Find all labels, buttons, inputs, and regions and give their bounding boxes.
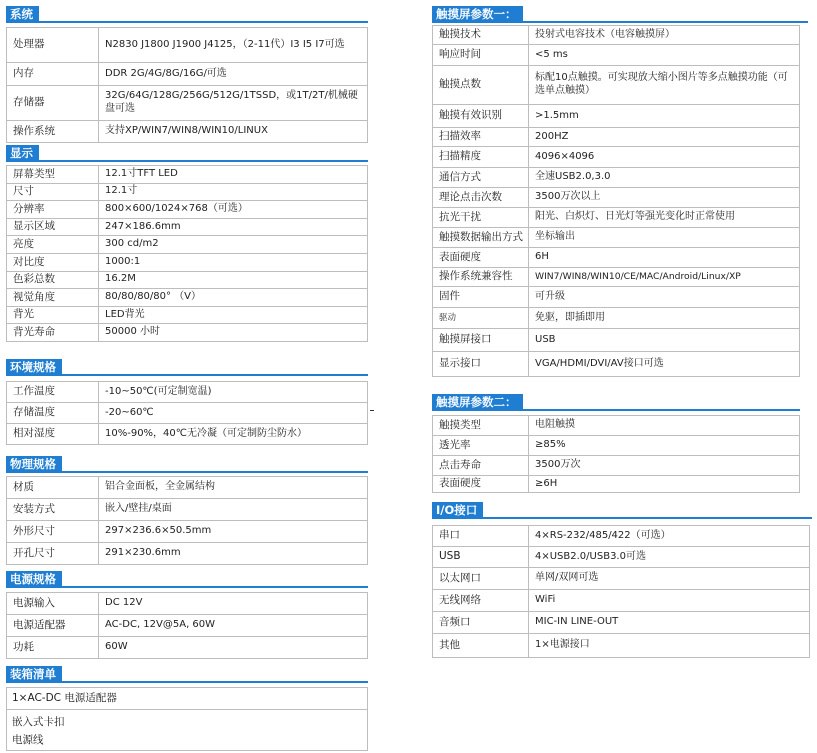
- packing-list: [6, 687, 368, 751]
- row-label: 色彩总数: [7, 271, 99, 289]
- section-header: [6, 666, 368, 683]
- list-item: 嵌入式卡扣: [12, 716, 65, 728]
- row-value: 12.1寸: [99, 183, 368, 201]
- table-row: [7, 403, 368, 424]
- row-label: 通信方式: [433, 168, 529, 188]
- row-label: 背光寿命: [7, 324, 99, 342]
- row-value: 6H: [529, 248, 800, 268]
- row-label: 功耗: [7, 637, 99, 659]
- row-value: 3500万次以上: [529, 188, 800, 208]
- section-title: 物理规格: [6, 456, 62, 473]
- row-label: 其他: [433, 634, 529, 658]
- table-row: [433, 352, 800, 377]
- table-row: [7, 289, 368, 307]
- table-row: [433, 476, 800, 493]
- section-title: 系统: [6, 6, 39, 23]
- section-io: [432, 502, 812, 658]
- row-label: 透光率: [433, 436, 529, 456]
- row-value: 297×236.6×50.5mm: [99, 521, 368, 543]
- table-row: [433, 526, 810, 547]
- row-value: 全速USB2.0,3.0: [529, 168, 800, 188]
- row-label: 开孔尺寸: [7, 543, 99, 565]
- row-label: 亮度: [7, 236, 99, 254]
- row-label: 触摸有效识别: [433, 105, 529, 128]
- table-row: [7, 543, 368, 565]
- section-header: [6, 6, 368, 23]
- touch-1-table: [432, 25, 800, 377]
- table-row: [7, 521, 368, 543]
- section-title: I/O接口: [432, 502, 483, 519]
- row-label: 触摸屏接口: [433, 329, 529, 352]
- section-packing: [6, 666, 368, 751]
- row-label: 串口: [433, 526, 529, 547]
- row-label: 电源适配器: [7, 615, 99, 637]
- row-label: 以太网口: [433, 568, 529, 590]
- header-rule: [6, 374, 368, 376]
- row-label: 操作系统: [7, 121, 99, 143]
- row-value: 电阻触摸: [529, 416, 800, 436]
- row-label: 处理器: [7, 28, 99, 63]
- row-value: 4×USB2.0/USB3.0可选: [529, 547, 810, 568]
- table-row: [7, 183, 368, 201]
- row-label: 显示区域: [7, 218, 99, 236]
- row-value: ≥6H: [529, 476, 800, 493]
- section-title: 环境规格: [6, 359, 62, 376]
- row-value: 16.2M: [99, 271, 368, 289]
- section-header: [432, 6, 800, 23]
- table-row: [433, 188, 800, 208]
- section-header: [432, 394, 800, 411]
- section-environment: [6, 359, 368, 445]
- row-value: 阳光、白炽灯、日光灯等强光变化时正常使用: [529, 208, 800, 228]
- header-rule: [6, 160, 368, 162]
- table-row: [7, 166, 368, 184]
- row-label: 材质: [7, 477, 99, 499]
- row-label: 触摸数据输出方式: [433, 228, 529, 248]
- section-display: [6, 145, 368, 342]
- section-touch-2: [432, 394, 800, 493]
- section-header: [432, 502, 812, 519]
- table-row: [433, 147, 800, 168]
- table-row: [7, 306, 368, 324]
- row-value: 免驱，即插即用: [529, 308, 800, 329]
- row-value: 标配10点触摸。可实现放大缩小图片等多点触摸功能（可选单点触摸）: [529, 66, 800, 105]
- row-label: 触摸类型: [433, 416, 529, 436]
- row-value: 铝合金面板，全金属结构: [99, 477, 368, 499]
- row-value: 291×230.6mm: [99, 543, 368, 565]
- row-value: 50000 小时: [99, 324, 368, 342]
- row-value: 投射式电容技术（电容触摸屏）: [529, 26, 800, 45]
- row-label: 点击寿命: [433, 456, 529, 476]
- touch-2-table: [432, 415, 800, 493]
- section-power: [6, 571, 368, 659]
- row-label: 触摸点数: [433, 66, 529, 105]
- header-rule: [6, 681, 368, 683]
- table-row: [7, 201, 368, 219]
- section-title: 装箱清单: [6, 666, 62, 683]
- row-value: WIN7/WIN8/WIN10/CE/MAC/Android/Linux/XP: [529, 268, 800, 287]
- table-row: [433, 105, 800, 128]
- physical-table: [6, 476, 368, 565]
- row-value: -20~60℃: [99, 403, 368, 424]
- row-label: 固件: [433, 287, 529, 308]
- row-label: 抗光干扰: [433, 208, 529, 228]
- row-value: N2830 J1800 J1900 J4125，（2-11代）I3 I5 I7可选: [99, 28, 368, 63]
- table-row: [433, 547, 810, 568]
- row-label: 操作系统兼容性: [433, 268, 529, 287]
- row-value: 1×电源接口: [529, 634, 810, 658]
- table-row: [7, 477, 368, 499]
- table-row: [7, 271, 368, 289]
- table-row: [433, 287, 800, 308]
- table-row: [7, 637, 368, 659]
- header-rule: [6, 471, 368, 473]
- row-value: 嵌入/壁挂/桌面: [99, 499, 368, 521]
- row-label: 背光: [7, 306, 99, 324]
- stray-dash: [370, 410, 374, 411]
- table-row: [7, 253, 368, 271]
- header-rule: [6, 21, 368, 23]
- io-table: [432, 525, 810, 658]
- table-row: [433, 590, 810, 612]
- table-row: [433, 66, 800, 105]
- section-title: 触摸屏参数二：: [432, 394, 523, 411]
- table-row: [433, 456, 800, 476]
- row-label: 内存: [7, 63, 99, 86]
- row-value: VGA/HDMI/DVI/AV接口可选: [529, 352, 800, 377]
- section-title: 触摸屏参数一：: [432, 6, 523, 23]
- system-table: [6, 27, 368, 143]
- row-value: 4096×4096: [529, 147, 800, 168]
- row-value: 3500万次: [529, 456, 800, 476]
- table-row: [433, 208, 800, 228]
- table-row: [7, 86, 368, 121]
- row-value: 32G/64G/128G/256G/512G/1TSSD，或1T/2T/机械硬盘可选: [99, 86, 368, 121]
- row-value: 200HZ: [529, 128, 800, 147]
- row-value: 10%-90%，40℃无冷凝（可定制防尘防水）: [99, 424, 368, 445]
- row-value: 80/80/80/80° （V）: [99, 289, 368, 307]
- section-title: 显示: [6, 145, 39, 162]
- table-row: [7, 382, 368, 403]
- header-rule: [432, 21, 808, 23]
- table-row: [7, 121, 368, 143]
- row-value: 1000:1: [99, 253, 368, 271]
- environment-table: [6, 381, 368, 445]
- row-label: 触摸技术: [433, 26, 529, 45]
- section-physical: [6, 456, 368, 565]
- row-label: 存储温度: [7, 403, 99, 424]
- section-system: [6, 6, 368, 143]
- row-value: 300 cd/m2: [99, 236, 368, 254]
- table-row: [433, 612, 810, 634]
- header-rule: [432, 409, 800, 411]
- row-value: ≥85%: [529, 436, 800, 456]
- table-row: [7, 218, 368, 236]
- row-label: 表面硬度: [433, 248, 529, 268]
- row-label: 扫描精度: [433, 147, 529, 168]
- table-row: [7, 63, 368, 86]
- table-row: [7, 324, 368, 342]
- table-row: [433, 268, 800, 287]
- row-value: AC-DC, 12V@5A, 60W: [99, 615, 368, 637]
- row-label: 尺寸: [7, 183, 99, 201]
- row-value: -10~50℃(可定制宽温): [99, 382, 368, 403]
- table-row: [7, 28, 368, 63]
- row-value: >1.5mm: [529, 105, 800, 128]
- table-row: [433, 416, 800, 436]
- row-value: 60W: [99, 637, 368, 659]
- list-item: 电源线: [12, 734, 44, 746]
- table-row: [7, 424, 368, 445]
- section-title: 电源规格: [6, 571, 62, 588]
- table-row: [433, 568, 810, 590]
- row-value: 坐标输出: [529, 228, 800, 248]
- table-row: [433, 228, 800, 248]
- row-value: 247×186.6mm: [99, 218, 368, 236]
- table-row: [433, 26, 800, 45]
- row-value: LED背光: [99, 306, 368, 324]
- row-label: 显示接口: [433, 352, 529, 377]
- list-item: 1×AC-DC 电源适配器: [7, 688, 367, 710]
- section-header: [6, 571, 368, 588]
- row-value: 12.1寸TFT LED: [99, 166, 368, 184]
- table-row: [7, 236, 368, 254]
- row-label: USB: [433, 547, 529, 568]
- row-label: 相对湿度: [7, 424, 99, 445]
- section-touch-1: [432, 6, 800, 377]
- row-value: <5 ms: [529, 45, 800, 66]
- header-rule: [432, 517, 812, 519]
- row-label: 无线网络: [433, 590, 529, 612]
- table-row: [433, 168, 800, 188]
- table-row: [433, 436, 800, 456]
- table-row: [433, 248, 800, 268]
- row-label: 响应时间: [433, 45, 529, 66]
- power-table: [6, 592, 368, 659]
- row-label: 对比度: [7, 253, 99, 271]
- row-label: 扫描效率: [433, 128, 529, 147]
- table-row: [433, 308, 800, 329]
- row-label: 工作温度: [7, 382, 99, 403]
- row-value: DC 12V: [99, 593, 368, 615]
- row-label: 视觉角度: [7, 289, 99, 307]
- table-row: [7, 593, 368, 615]
- row-label: 存储器: [7, 86, 99, 121]
- row-value: WiFi: [529, 590, 810, 612]
- row-label: 安装方式: [7, 499, 99, 521]
- section-header: [6, 456, 368, 473]
- row-label: 音频口: [433, 612, 529, 634]
- row-label: 驱动: [433, 308, 529, 329]
- row-value: 支持XP/WIN7/WIN8/WIN10/LINUX: [99, 121, 368, 143]
- section-header: [6, 145, 368, 162]
- display-table: [6, 165, 368, 342]
- row-label: 屏幕类型: [7, 166, 99, 184]
- row-label: 理论点击次数: [433, 188, 529, 208]
- table-row: [433, 634, 810, 658]
- header-rule: [6, 586, 368, 588]
- row-value: 可升级: [529, 287, 800, 308]
- row-value: 单网/双网可选: [529, 568, 810, 590]
- table-row: [433, 128, 800, 147]
- row-label: 外形尺寸: [7, 521, 99, 543]
- row-label: 表面硬度: [433, 476, 529, 493]
- table-row: [433, 45, 800, 66]
- table-row: [7, 615, 368, 637]
- table-row: [7, 499, 368, 521]
- row-value: USB: [529, 329, 800, 352]
- row-label: 电源输入: [7, 593, 99, 615]
- row-value: MIC-IN LINE-OUT: [529, 612, 810, 634]
- row-label: 分辨率: [7, 201, 99, 219]
- row-value: 4×RS-232/485/422（可选）: [529, 526, 810, 547]
- section-header: [6, 359, 368, 376]
- row-value: DDR 2G/4G/8G/16G/可选: [99, 63, 368, 86]
- table-row: [433, 329, 800, 352]
- row-value: 800×600/1024×768（可选）: [99, 201, 368, 219]
